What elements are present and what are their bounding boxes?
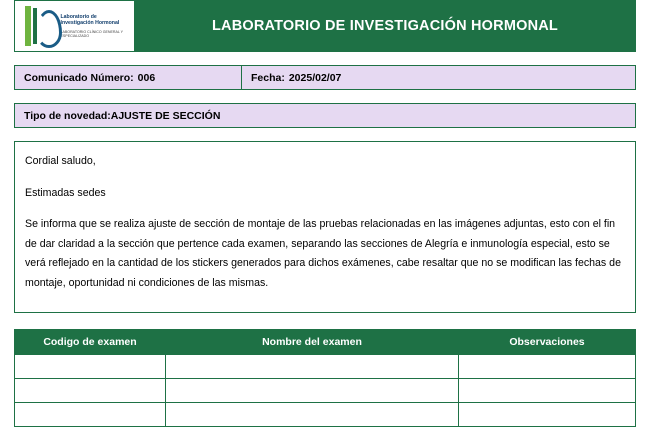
cell-codigo [15, 379, 166, 403]
cell-observaciones [459, 379, 636, 403]
comunicado-value: 006 [137, 71, 156, 84]
cell-codigo [15, 403, 166, 427]
info-row [14, 65, 636, 90]
table-row [15, 355, 636, 379]
lab-logo-icon [23, 6, 57, 46]
fecha-value: 2025/02/07 [288, 71, 342, 84]
cell-nombre [166, 355, 459, 379]
tipo-novedad-label: Tipo de novedad: [24, 109, 111, 122]
table-header-nombre: Nombre del examen [166, 330, 459, 355]
examenes-table [14, 329, 636, 427]
body-parrafo: Se informa que se realiza ajuste de sección de montaje de las pruebas relacionadas en las imágenes adjuntas, esto con el fin de dar claridad a la sección que pertence cada examen, separando las secciones de Alegría e inmunología especial, esto se verá reflejado en la cantidad de los stickers generados para dichos exámenes, cabe resaltar que no se modifican las fechas de montaje, oportunidad ni condiciones de las mismas. [25, 218, 621, 289]
table-header-observaciones: Observaciones [459, 330, 636, 355]
body-saludo: Cordial saludo, [25, 155, 96, 167]
tipo-novedad-value: AJUSTE DE SECCIÓN [110, 109, 221, 122]
document-header [14, 0, 636, 52]
table-header-row [15, 330, 636, 355]
cell-observaciones [459, 403, 636, 427]
comunicado-cell [14, 65, 242, 90]
tipo-novedad-row [14, 103, 636, 128]
comunicado-label: Comunicado Número: [24, 71, 134, 84]
cell-observaciones [459, 355, 636, 379]
logo-container [15, 1, 135, 51]
page-title: LABORATORIO DE INVESTIGACIÓN HORMONAL [135, 1, 635, 51]
fecha-label: Fecha: [251, 71, 285, 84]
cell-codigo [15, 355, 166, 379]
table-header-codigo: Codigo de examen [15, 330, 166, 355]
body-destinatario: Estimadas sedes [25, 186, 106, 199]
cell-nombre [166, 403, 459, 427]
fecha-cell [242, 65, 636, 90]
body-text-box [14, 141, 636, 313]
table-row [15, 379, 636, 403]
logo-text-line2: LABORATORIO CLÍNICO GENERAL Y ESPECIALIZADO [60, 29, 124, 38]
cell-nombre [166, 379, 459, 403]
table-row [15, 403, 636, 427]
logo-text-line1: Laboratorio de Investigación Hormonal [60, 13, 120, 27]
logo-text [61, 14, 127, 39]
